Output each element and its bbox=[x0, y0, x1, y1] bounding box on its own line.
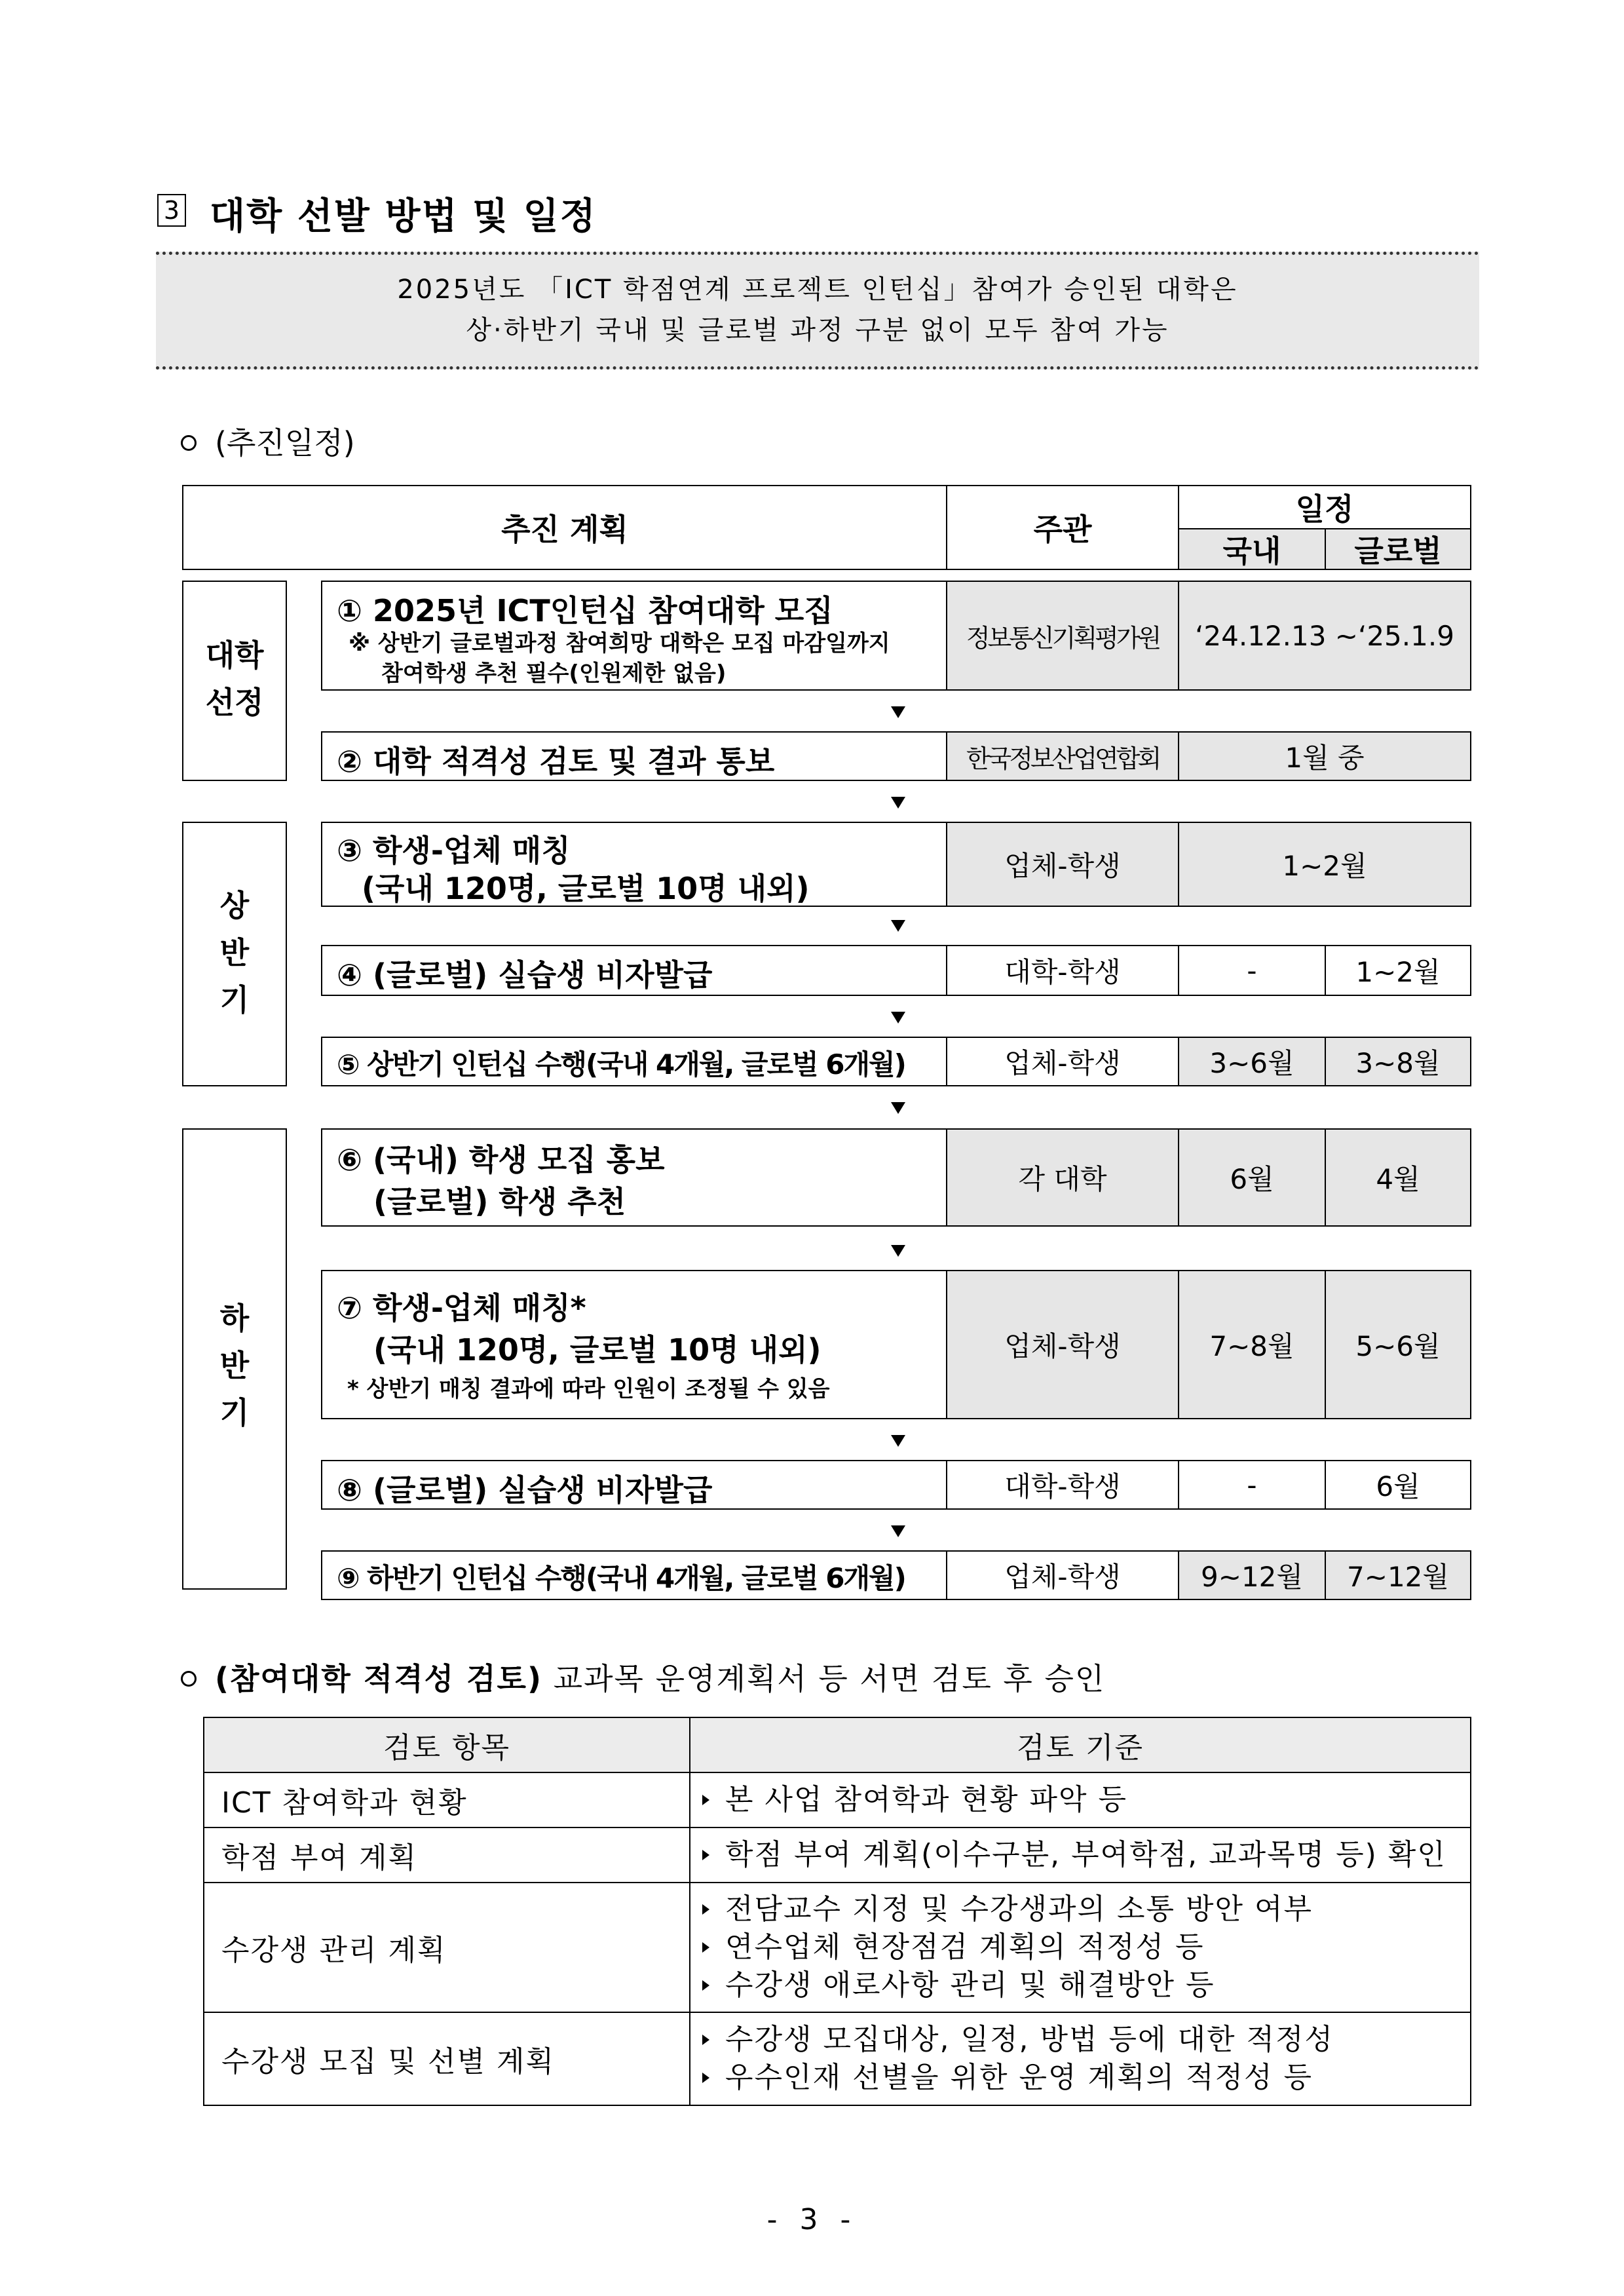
step-1-title: ① 2025년 ICT인턴십 참여대학 모집 bbox=[337, 593, 833, 628]
schedule-heading-text: (추진일정) bbox=[215, 425, 355, 461]
step-8-plan bbox=[321, 1460, 947, 1510]
step-8-global: 6월 bbox=[1325, 1460, 1471, 1510]
step-8-domestic: - bbox=[1178, 1460, 1326, 1510]
step-9-plan bbox=[321, 1550, 947, 1600]
step-6-title-2: (글로벌) 학생 추천 bbox=[373, 1184, 626, 1219]
step-6-global: 4월 bbox=[1325, 1128, 1471, 1227]
header-host: 주관 bbox=[946, 485, 1179, 570]
triangle-bullet-icon bbox=[702, 1850, 709, 1860]
header-plan: 추진 계획 bbox=[182, 485, 947, 570]
review-heading bbox=[181, 1655, 1105, 1698]
review-heading-bold: (참여대학 적격성 검토) bbox=[215, 1661, 543, 1696]
step-1-host: 정보통신기획평가원 bbox=[946, 581, 1179, 691]
step-3-period: 1~2월 bbox=[1178, 822, 1471, 907]
step-2-title: ② 대학 적격성 검토 및 결과 통보 bbox=[337, 744, 775, 779]
header-global: 글로벌 bbox=[1325, 528, 1471, 570]
notice-line-1: 2025년도 「ICT 학점연계 프로젝트 인턴십」참여가 승인된 대학은 bbox=[397, 275, 1238, 305]
circle-bullet-icon bbox=[181, 1671, 197, 1687]
step-7-title: ⑦ 학생-업체 매칭* bbox=[337, 1290, 586, 1326]
step-2-host: 한국정보산업연합회 bbox=[946, 731, 1179, 781]
step-6-plan bbox=[321, 1128, 947, 1227]
section-number-box: 3 bbox=[157, 194, 186, 227]
step-9-global: 7~12월 bbox=[1325, 1550, 1471, 1600]
step-7-note: * 상반기 매칭 결과에 따라 인원이 조정될 수 있음 bbox=[347, 1376, 830, 1402]
step-6-title: ⑥ (국내) 학생 모집 홍보 bbox=[337, 1142, 665, 1177]
arrow-down-icon bbox=[891, 1525, 905, 1537]
step-4-global: 1~2월 bbox=[1325, 945, 1471, 996]
step-4-title: ④ (글로벌) 실습생 비자발급 bbox=[337, 957, 713, 993]
circle-bullet-icon bbox=[181, 435, 197, 451]
criteria-text: 본 사업 참여학과 현황 파악 등 bbox=[725, 1783, 1127, 1816]
criteria-text: 전담교수 지정 및 수강생과의 소통 방안 여부 bbox=[725, 1892, 1313, 1926]
step-1-note-2: 참여학생 추천 필수(인원제한 없음) bbox=[381, 660, 727, 687]
step-3-title: ③ 학생-업체 매칭 bbox=[337, 833, 571, 868]
step-3-host: 업체-학생 bbox=[946, 822, 1179, 907]
triangle-bullet-icon bbox=[702, 2073, 709, 2083]
step-7-title-2: (국내 120명, 글로벌 10명 내외) bbox=[373, 1332, 821, 1368]
step-3-plan bbox=[321, 822, 947, 907]
step-9-title: ⑨ 하반기 인턴십 수행(국내 4개월, 글로벌 6개월) bbox=[337, 1562, 905, 1594]
triangle-bullet-icon bbox=[702, 1795, 709, 1805]
step-4-plan bbox=[321, 945, 947, 996]
page-number: - 3 - bbox=[766, 2203, 858, 2236]
step-6-domestic: 6월 bbox=[1178, 1128, 1326, 1227]
review-item-1: ICT 참여학과 현황 bbox=[203, 1772, 690, 1828]
step-9-host: 업체-학생 bbox=[946, 1550, 1179, 1600]
step-7-plan bbox=[321, 1270, 947, 1419]
step-7-host: 업체-학생 bbox=[946, 1270, 1179, 1419]
review-header-item: 검토 항목 bbox=[203, 1717, 690, 1773]
arrow-down-icon bbox=[891, 1102, 905, 1114]
criteria-text: 우수인재 선별을 위한 운영 계획의 적정성 등 bbox=[725, 2061, 1313, 2094]
arrow-down-icon bbox=[891, 797, 905, 809]
step-4-host: 대학-학생 bbox=[946, 945, 1179, 996]
header-domestic: 국내 bbox=[1178, 528, 1326, 570]
arrow-down-icon bbox=[891, 1435, 905, 1447]
review-criteria-3 bbox=[689, 1882, 1471, 2013]
group-second-half-label: 하 반 기 bbox=[219, 1301, 250, 1430]
triangle-bullet-icon bbox=[702, 1942, 709, 1953]
review-item-3: 수강생 관리 계획 bbox=[203, 1882, 690, 2013]
step-1-note-1: ※ 상반기 글로벌과정 참여희망 대학은 모집 마감일까지 bbox=[349, 630, 890, 657]
step-9-domestic: 9~12월 bbox=[1178, 1550, 1326, 1600]
step-5-host: 업체-학생 bbox=[946, 1037, 1179, 1086]
arrow-down-icon bbox=[891, 1012, 905, 1024]
criteria-text: 수강생 모집대상, 일정, 방법 등에 대한 적정성 bbox=[725, 2023, 1334, 2056]
triangle-bullet-icon bbox=[702, 2035, 709, 2045]
step-1-period: ‘24.12.13 ~‘25.1.9 bbox=[1178, 581, 1471, 691]
header-period: 일정 bbox=[1178, 485, 1471, 529]
step-5-plan bbox=[321, 1037, 947, 1086]
review-item-2: 학점 부여 계획 bbox=[203, 1827, 690, 1883]
step-1-plan bbox=[321, 581, 947, 691]
step-3-title-2: (국내 120명, 글로벌 10명 내외) bbox=[362, 871, 810, 906]
triangle-bullet-icon bbox=[702, 1980, 709, 1991]
step-2-plan bbox=[321, 731, 947, 781]
arrow-down-icon bbox=[891, 1245, 905, 1257]
step-7-domestic: 7~8월 bbox=[1178, 1270, 1326, 1419]
arrow-down-icon bbox=[891, 920, 905, 932]
triangle-bullet-icon bbox=[702, 1904, 709, 1915]
notice-box bbox=[156, 252, 1479, 370]
group-first-half-label: 상 반 기 bbox=[219, 888, 250, 1018]
step-2-period: 1월 중 bbox=[1178, 731, 1471, 781]
review-criteria-2 bbox=[689, 1827, 1471, 1883]
review-heading-rest: 교과목 운영계획서 등 서면 검토 후 승인 bbox=[553, 1661, 1106, 1696]
step-5-domestic: 3~6월 bbox=[1178, 1037, 1326, 1086]
group-selection-label: 대학 선정 bbox=[205, 638, 264, 720]
step-5-title: ⑤ 상반기 인턴십 수행(국내 4개월, 글로벌 6개월) bbox=[337, 1048, 905, 1081]
section-title: 대학 선발 방법 및 일정 bbox=[210, 195, 597, 238]
review-header-criteria: 검토 기준 bbox=[689, 1717, 1471, 1773]
review-criteria-1 bbox=[689, 1772, 1471, 1828]
criteria-text: 수강생 애로사항 관리 및 해결방안 등 bbox=[725, 1968, 1215, 2002]
step-7-global: 5~6월 bbox=[1325, 1270, 1471, 1419]
step-5-global: 3~8월 bbox=[1325, 1037, 1471, 1086]
review-criteria-4 bbox=[689, 2012, 1471, 2106]
criteria-text: 학점 부여 계획(이수구분, 부여학점, 교과목명 등) 확인 bbox=[725, 1838, 1446, 1871]
arrow-down-icon bbox=[891, 706, 905, 718]
step-4-domestic: - bbox=[1178, 945, 1326, 996]
review-item-4: 수강생 모집 및 선별 계획 bbox=[203, 2012, 690, 2106]
step-8-title: ⑧ (글로벌) 실습생 비자발급 bbox=[337, 1472, 713, 1508]
notice-line-2: 상·하반기 국내 및 글로벌 과정 구분 없이 모두 참여 가능 bbox=[466, 315, 1169, 345]
step-6-host: 각 대학 bbox=[946, 1128, 1179, 1227]
schedule-heading bbox=[181, 419, 355, 463]
criteria-text: 연수업체 현장점검 계획의 적정성 등 bbox=[725, 1930, 1205, 1964]
step-8-host: 대학-학생 bbox=[946, 1460, 1179, 1510]
